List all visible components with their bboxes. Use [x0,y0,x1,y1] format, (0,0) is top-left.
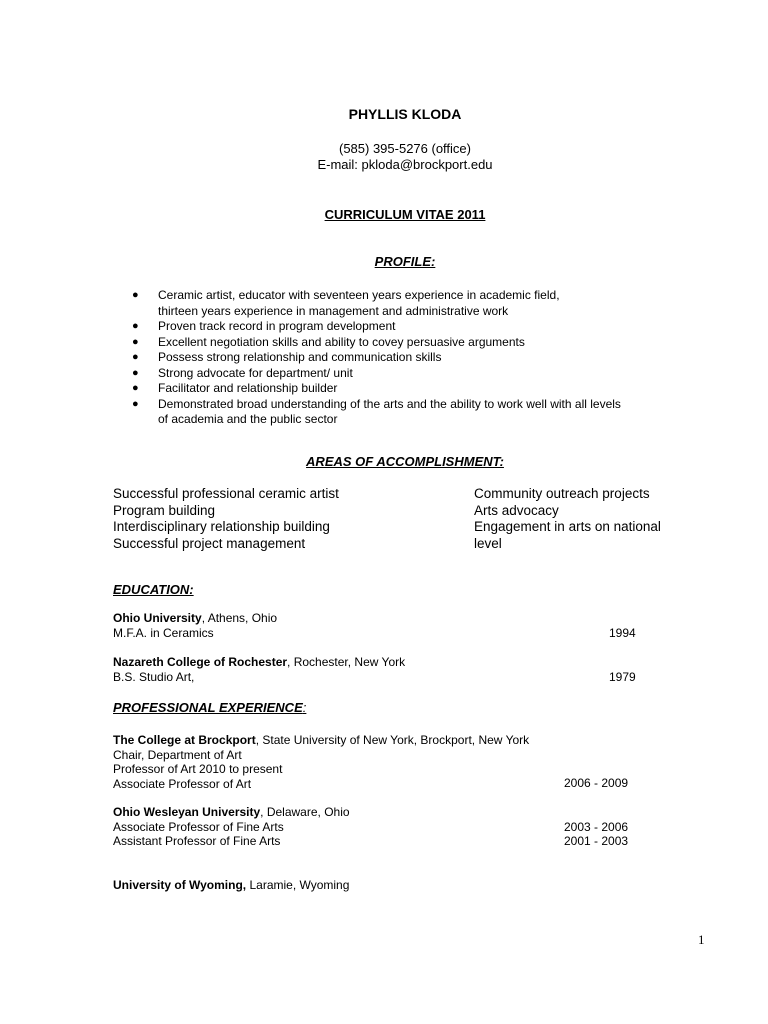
profile-item-continuation: thirteen years experience in management and administrative work [158,303,509,318]
profile-item: ● Excellent negotiation skills and ability to covey persuasive arguments [132,334,525,349]
institution-location: , Delaware, Ohio [260,805,350,819]
institution-name: Ohio Wesleyan University [113,805,261,819]
institution-location: , State University of New York, Brockport, New York [255,733,530,747]
profile-heading: PROFILE: [374,254,436,269]
profile-item: ● Proven track record in program development [132,319,396,333]
profile-item: ● Facilitator and relationship builder [132,381,338,395]
accomplishment-item: Successful professional ceramic artist [113,486,339,501]
position: Associate Professor of Art [113,776,252,791]
institution-location: Laramie, Wyoming [246,878,350,892]
education-entry [113,611,277,640]
degree: B.S. Studio Art, [113,669,195,684]
degree-year: 1994 [609,626,636,640]
accomplishment-item: Arts advocacy [474,502,559,518]
bullet-icon: ● [132,382,139,394]
experience-heading: PROFESSIONAL EXPERIENCE: [113,700,307,715]
accomplishment-item: Interdisciplinary relationship building [113,519,330,534]
school-location: , Rochester, New York [287,655,406,669]
position: Professor of Art 2010 to present [113,762,283,776]
cv-title: CURRICULUM VITAE 2011 [324,207,486,222]
degree-year: 1979 [609,670,636,684]
page-number: 1 [698,932,705,947]
position-years: 2003 - 2006 [564,820,629,834]
position-years: 2001 - 2003 [564,834,629,848]
position: Associate Professor of Fine Arts [113,819,284,834]
position: Assistant Professor of Fine Arts [113,834,281,848]
bullet-icon: ● [132,320,139,332]
bullet-icon: ● [132,366,139,379]
accomplishments-heading: AREAS OF ACCOMPLISHMENT: [306,454,504,469]
bullet-icon: ● [132,397,139,410]
school-location: , Athens, Ohio [201,611,278,625]
degree: M.F.A. in Ceramics [113,625,214,640]
position: Chair, Department of Art [113,747,242,762]
bullet-icon: ● [132,351,139,363]
profile-item: ● Strong advocate for department/ unit [132,365,353,380]
accomplishments-left-column [113,486,339,552]
institution-name: University of Wyoming, [113,878,247,892]
accomplishment-item: level [474,535,502,551]
accomplishments-right-column [474,486,661,552]
profile-list [130,288,690,428]
profile-item: ● Demonstrated broad understanding of the arts and the ability to work well with all levels [132,396,621,411]
bullet-icon: ● [132,335,139,348]
contact-phone: (585) 395-5276 (office) [338,141,471,156]
position-years: 2006 - 2009 [564,776,629,790]
education-heading: EDUCATION: [113,582,194,597]
institution-name: The College at Brockport [113,733,256,747]
profile-item: ● Possess strong relationship and communication skills [132,350,442,364]
experience-entry-wyoming [113,878,349,893]
contact-email: E-mail: pkloda@brockport.edu [317,157,493,172]
school-name: Nazareth College of Rochester [113,655,288,669]
accomplishment-item: Successful project management [113,535,306,551]
experience-entry-brockport [113,733,529,791]
profile-item: ● Ceramic artist, educator with seventeen years experience in academic field, [132,288,560,302]
cv-name: PHYLLIS KLODA [348,106,462,122]
experience-entry-owu [113,805,350,849]
profile-item-continuation: of academia and the public sector [158,412,338,426]
school-name: Ohio University [113,611,202,625]
accomplishment-item: Community outreach projects [474,486,650,501]
accomplishment-item: Engagement in arts on national [474,519,661,534]
bullet-icon: ● [132,289,139,301]
accomplishment-item: Program building [113,502,216,518]
education-entry [113,655,405,684]
